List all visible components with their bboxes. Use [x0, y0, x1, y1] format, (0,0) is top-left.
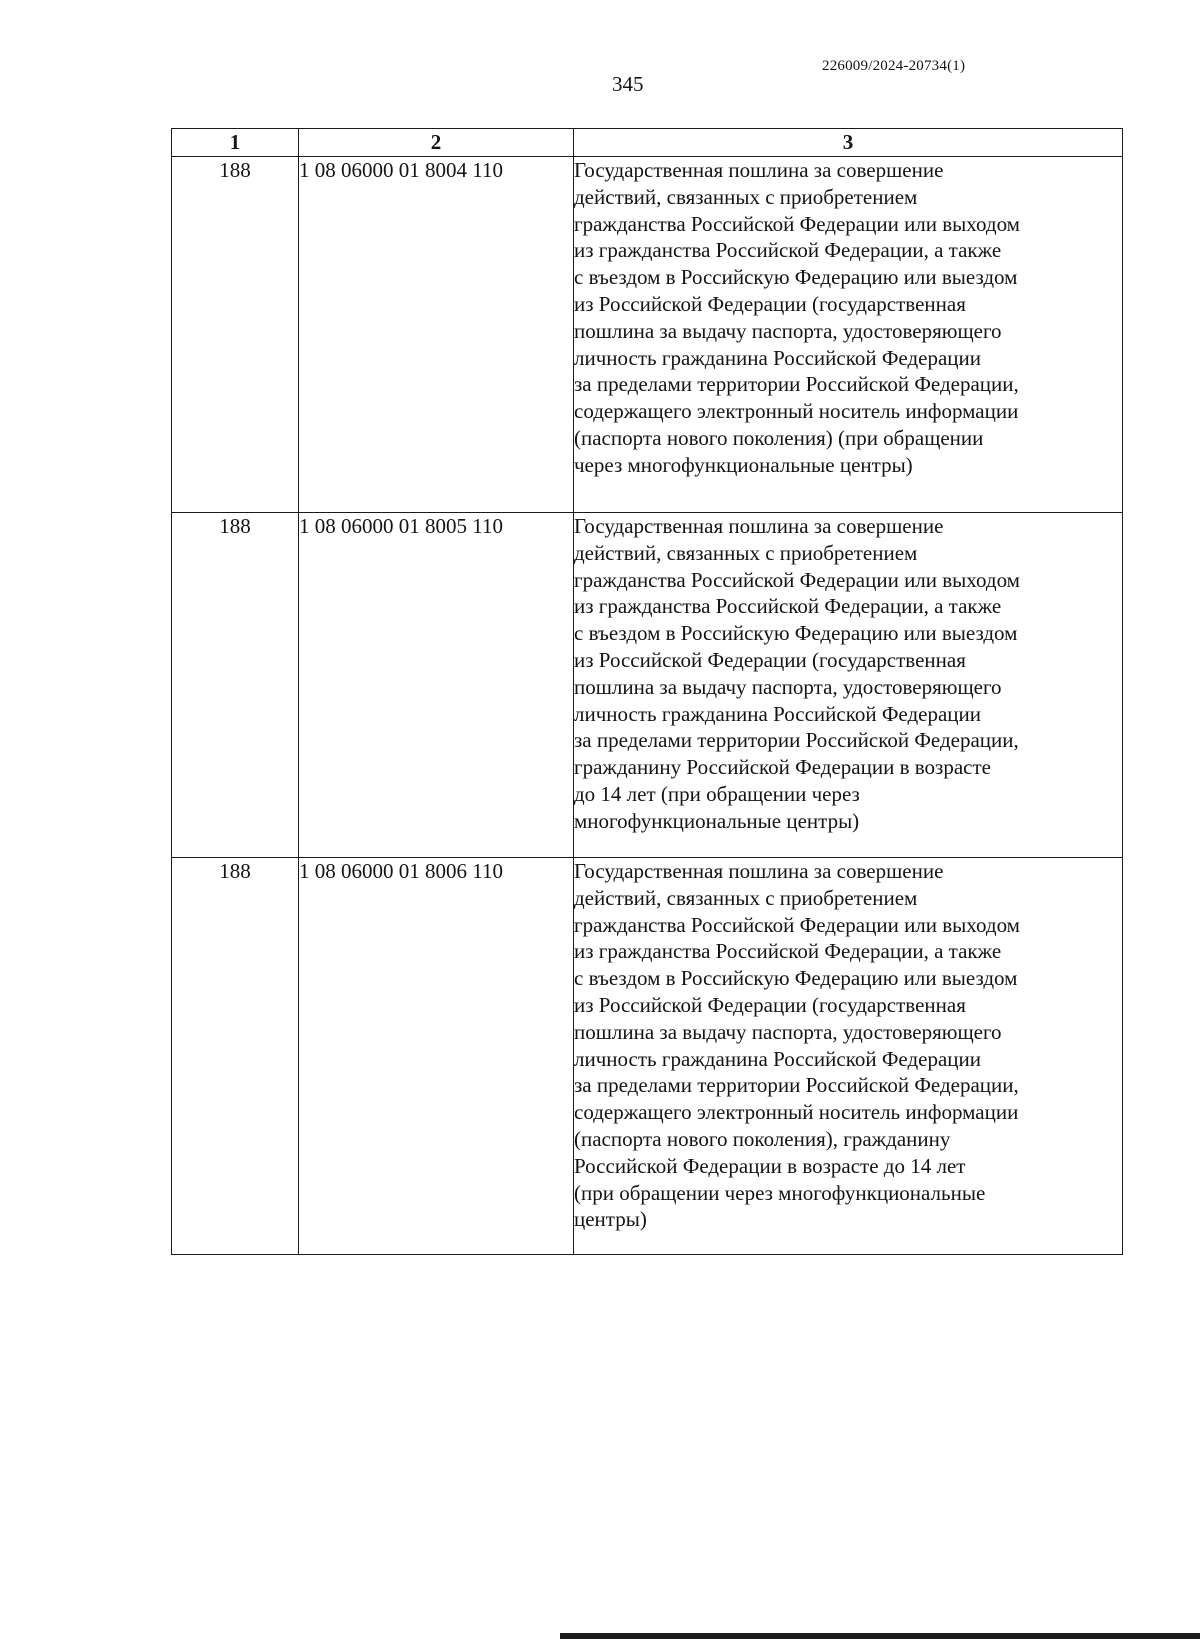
header-column-2: 2: [299, 129, 574, 157]
kbk-code-cell: 1 08 06000 01 8006 110: [299, 858, 574, 1255]
fee-name-line: Государственная пошлина за совершение: [574, 514, 944, 538]
fee-name-cell: [574, 157, 1123, 513]
fee-name-line: за пределами территории Российской Федерации,: [574, 372, 1019, 397]
table-row: [172, 513, 1123, 858]
fee-name-line: за пределами территории Российской Федерации,: [574, 728, 1019, 753]
fee-name-line: (паспорта нового поколения), гражданину: [574, 1126, 951, 1151]
header-column-1: 1: [172, 129, 299, 157]
fee-name-line: с въездом в Российскую Федерацию или выездом: [574, 621, 1018, 646]
admin-code-cell: 188: [172, 513, 299, 858]
fee-name-line: (паспорта нового поколения) (при обращении: [574, 425, 984, 450]
fee-name-line: гражданства Российской Федерации или выходом: [574, 211, 1020, 236]
fee-name-line: (при обращении через многофункциональные: [574, 1180, 986, 1205]
fee-name-line: гражданину Российской Федерации в возрасте: [574, 755, 991, 780]
fee-name-line: из Российской Федерации (государственная: [574, 992, 966, 1017]
header-column-3: 3: [574, 129, 1123, 157]
fee-name-line: до 14 лет (при обращении через: [574, 781, 860, 806]
fee-name-line: из Российской Федерации (государственная: [574, 291, 966, 316]
fee-name-line: содержащего электронный носитель информации: [574, 399, 1019, 424]
table-row: [172, 157, 1123, 513]
fee-name-line: пошлина за выдачу паспорта, удостоверяющего: [574, 674, 1002, 699]
fee-name-line: пошлина за выдачу паспорта, удостоверяющего: [574, 318, 1002, 343]
fee-name-line: Государственная пошлина за совершение: [574, 158, 944, 182]
kbk-code-cell: 1 08 06000 01 8004 110: [299, 157, 574, 513]
fee-name-line: гражданства Российской Федерации или выходом: [574, 567, 1020, 592]
fee-name-cell: [574, 858, 1123, 1255]
fee-name-line: Российской Федерации в возрасте до 14 лет: [574, 1153, 966, 1178]
fee-name-line: гражданства Российской Федерации или выходом: [574, 912, 1020, 937]
table-header-row: [172, 129, 1123, 157]
kbk-code-cell: 1 08 06000 01 8005 110: [299, 513, 574, 858]
page-number: 345: [612, 72, 644, 96]
fee-name-line: многофункциональные центры): [574, 808, 860, 833]
scan-edge-rule: [560, 1633, 1200, 1639]
fee-name-line: с въездом в Российскую Федерацию или выездом: [574, 966, 1018, 991]
fee-name-line: действий, связанных с приобретением: [574, 184, 918, 209]
fee-name-line: содержащего электронный носитель информации: [574, 1100, 1019, 1125]
fee-name-line: личность гражданина Российской Федерации: [574, 1046, 982, 1071]
admin-code-cell: 188: [172, 858, 299, 1255]
fee-name-line: действий, связанных с приобретением: [574, 540, 918, 565]
fee-name-line: с въездом в Российскую Федерацию или выездом: [574, 265, 1018, 290]
fee-name-line: из гражданства Российской Федерации, а также: [574, 594, 1002, 619]
fee-name-line: действий, связанных с приобретением: [574, 885, 918, 910]
admin-code-cell: 188: [172, 157, 299, 513]
fee-name-cell: [574, 513, 1123, 858]
fee-name-line: центры): [574, 1207, 647, 1232]
fee-name-line: через многофункциональные центры): [574, 452, 913, 477]
fee-name-line: личность гражданина Российской Федерации: [574, 701, 982, 726]
table-row: [172, 858, 1123, 1255]
fee-name-line: за пределами территории Российской Федерации,: [574, 1073, 1019, 1098]
fee-name-line: из Российской Федерации (государственная: [574, 647, 966, 672]
fee-name-line: Государственная пошлина за совершение: [574, 859, 944, 883]
fee-name-line: пошлина за выдачу паспорта, удостоверяющего: [574, 1019, 1002, 1044]
fee-name-line: из гражданства Российской Федерации, а также: [574, 238, 1002, 263]
document-reference-number: 226009/2024-20734(1): [822, 58, 966, 74]
budget-code-table: [171, 128, 1123, 1255]
fee-name-line: личность гражданина Российской Федерации: [574, 345, 982, 370]
fee-name-line: из гражданства Российской Федерации, а также: [574, 939, 1002, 964]
